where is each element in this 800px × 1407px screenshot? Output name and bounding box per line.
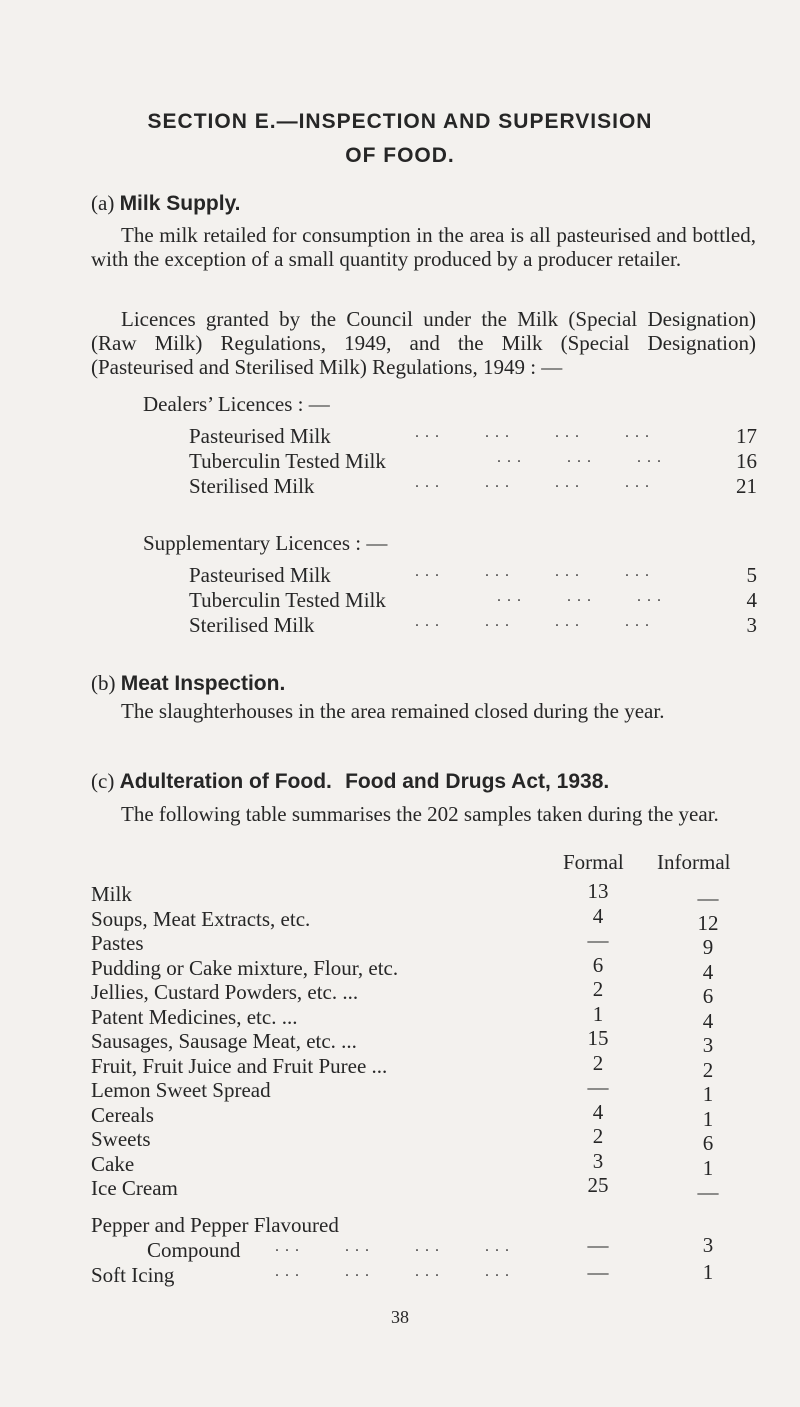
meat-inspection-heading — [91, 670, 285, 697]
sample-row-label: Cake — [91, 1152, 135, 1176]
soft-icing-formal: — — [587, 1260, 609, 1284]
meat-inspection-letter: (b) — [91, 671, 116, 695]
supp-pasteurised-value: 5 — [746, 563, 757, 587]
sample-row-informal: 12 — [697, 911, 719, 935]
supplementary-licences-label: Supplementary Licences : — — [143, 531, 388, 555]
food-drugs-act-title: Food and Drugs Act, 1938. — [345, 770, 610, 793]
sample-row-informal: 9 — [702, 935, 714, 959]
sample-row-informal: — — [697, 886, 719, 910]
leader-dots: ... ... ... — [497, 449, 667, 466]
sample-row-label: Soups, Meat Extracts, etc. — [91, 907, 311, 931]
sample-row-formal: — — [587, 928, 609, 952]
sample-row-formal: — — [587, 1075, 609, 1099]
sample-row-informal: 2 — [702, 1058, 714, 1082]
meat-inspection-paragraph: The slaughterhouses in the area remained closed during the year. — [121, 699, 665, 723]
sample-row-informal: 1 — [702, 1156, 714, 1180]
sample-row-label: Jellies, Custard Powders, etc. ... — [91, 980, 359, 1004]
supp-tuberculin-value: 4 — [746, 588, 757, 612]
sample-row-informal: 4 — [702, 1009, 714, 1033]
sample-row-informal: 1 — [702, 1107, 714, 1131]
sample-row-label: Pastes — [91, 931, 144, 955]
sample-row-formal: 2 — [592, 977, 604, 1001]
sample-row-informal: 6 — [702, 984, 714, 1008]
dealer-pasteurised-label: Pasteurised Milk — [189, 424, 331, 448]
sample-row-label: Sweets — [91, 1127, 151, 1151]
sample-row-label: Ice Cream — [91, 1176, 178, 1200]
supp-pasteurised-label: Pasteurised Milk — [189, 563, 331, 587]
sample-row-formal: 6 — [592, 953, 604, 977]
supp-sterilised-label: Sterilised Milk — [189, 613, 315, 637]
sample-row-informal: — — [697, 1180, 719, 1204]
dealer-tuberculin-value: 16 — [736, 449, 757, 473]
licences-paragraph: Licences granted by the Council under the Milk (Special Designation) (Raw Milk) Regulations, 1949, and the Milk (Special Designation) (Pasteurised and Sterilised Milk) Regulations, 1949 : — — [91, 307, 756, 379]
dealers-licences-label: Dealers’ Licences : — — [143, 392, 330, 416]
milk-supply-heading — [91, 190, 241, 217]
leader-dots: ... ... ... ... — [275, 1263, 515, 1280]
section-heading-line1: SECTION E.—INSPECTION AND SUPERVISION — [147, 110, 653, 133]
adulteration-paragraph: The following table summarises the 202 samples taken during the year. — [121, 802, 719, 826]
dealer-sterilised-value: 21 — [736, 474, 757, 498]
sample-row-formal: 15 — [587, 1026, 609, 1050]
dealer-sterilised-label: Sterilised Milk — [189, 474, 315, 498]
pepper-formal: — — [587, 1233, 609, 1257]
section-heading-line2: OF FOOD. — [345, 144, 455, 167]
dealer-pasteurised-value: 17 — [736, 424, 757, 448]
sample-row-formal: 4 — [592, 1100, 604, 1124]
adulteration-heading — [91, 768, 761, 795]
sample-row-label: Patent Medicines, etc. ... — [91, 1005, 298, 1029]
leader-dots: ... ... ... ... — [415, 474, 655, 491]
column-formal: Formal — [563, 850, 624, 874]
sample-row-label: Fruit, Fruit Juice and Fruit Puree ... — [91, 1054, 388, 1078]
supp-tuberculin-label: Tuberculin Tested Milk — [189, 588, 386, 612]
pepper-row-line2: Compound — [147, 1238, 241, 1262]
supp-sterilised-value: 3 — [746, 613, 757, 637]
sample-row-label: Milk — [91, 882, 132, 906]
sample-row-informal: 6 — [702, 1131, 714, 1155]
meat-inspection-title: Meat Inspection. — [120, 672, 286, 695]
sample-row-label: Lemon Sweet Spread — [91, 1078, 271, 1102]
leader-dots: ... ... ... ... — [415, 424, 655, 441]
pepper-informal: 3 — [702, 1233, 714, 1257]
adulteration-title: Adulteration of Food. — [119, 770, 332, 793]
leader-dots: ... ... ... — [497, 588, 667, 605]
sample-row-label: Sausages, Sausage Meat, etc. ... — [91, 1029, 357, 1053]
sample-row-formal: 1 — [592, 1002, 604, 1026]
leader-dots: ... ... ... ... — [415, 563, 655, 580]
pepper-row-line1: Pepper and Pepper Flavoured — [91, 1213, 339, 1237]
adulteration-letter: (c) — [91, 769, 115, 793]
milk-supply-letter: (a) — [91, 191, 115, 215]
sample-row-formal: 4 — [592, 904, 604, 928]
page-number: 38 — [391, 1307, 409, 1327]
soft-icing-label: Soft Icing — [91, 1263, 175, 1287]
leader-dots: ... ... ... ... — [415, 613, 655, 630]
sample-row-formal: 13 — [587, 879, 609, 903]
milk-supply-paragraph: The milk retailed for consumption in the area is all pasteurised and bottled, with the exception of a small quantity produced by a producer retailer. — [91, 223, 756, 271]
sample-row-informal: 3 — [702, 1033, 714, 1057]
column-informal: Informal — [657, 850, 731, 874]
sample-row-informal: 4 — [702, 960, 714, 984]
sample-row-informal: 1 — [702, 1082, 714, 1106]
sample-row-formal: 25 — [587, 1173, 609, 1197]
milk-supply-title: Milk Supply. — [119, 192, 241, 215]
soft-icing-informal: 1 — [702, 1260, 714, 1284]
dealer-tuberculin-label: Tuberculin Tested Milk — [189, 449, 386, 473]
sample-row-formal: 2 — [592, 1051, 604, 1075]
sample-row-label: Pudding or Cake mixture, Flour, etc. — [91, 956, 399, 980]
sample-row-formal: 3 — [592, 1149, 604, 1173]
leader-dots: ... ... ... ... — [275, 1238, 515, 1255]
sample-row-formal: 2 — [592, 1124, 604, 1148]
sample-row-label: Cereals — [91, 1103, 154, 1127]
